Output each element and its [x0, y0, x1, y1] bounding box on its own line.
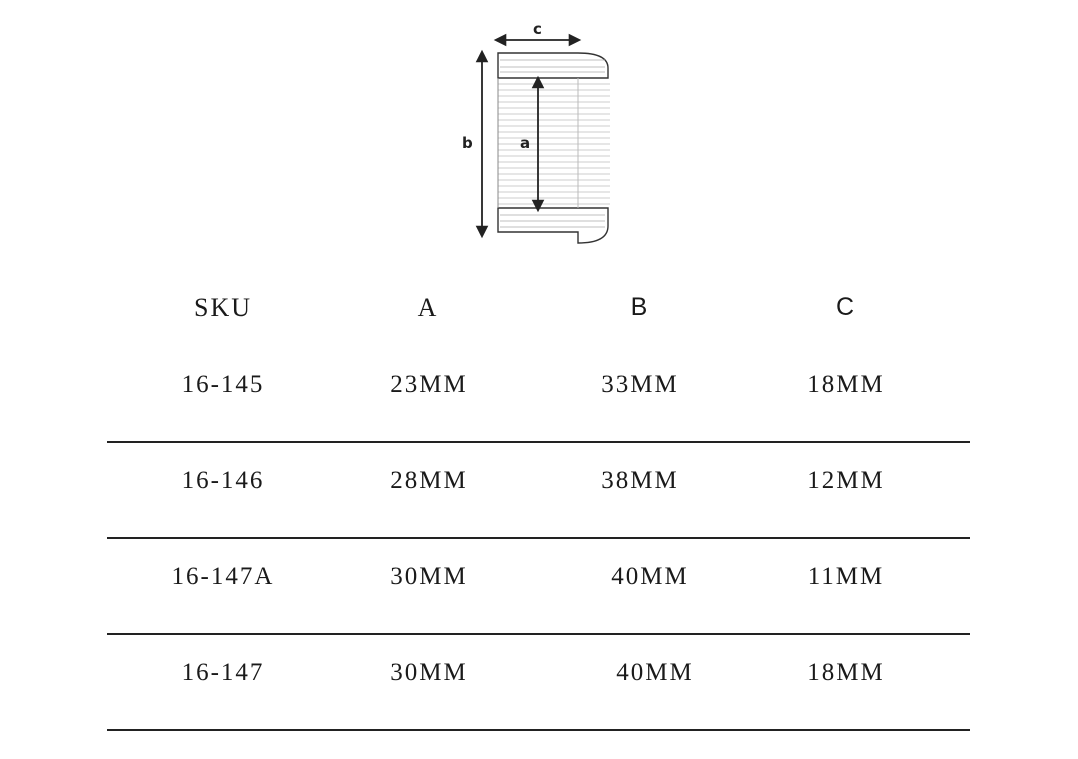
- cell-sku: 16-147A: [171, 563, 275, 590]
- cell-c: 11MM: [807, 563, 885, 590]
- cell-a: 23MM: [390, 371, 468, 398]
- header-b: B: [630, 293, 650, 321]
- table-row: [107, 443, 970, 539]
- cell-b: 33MM: [601, 371, 679, 398]
- label-b: b: [462, 134, 473, 152]
- cell-sku: 16-146: [181, 467, 265, 494]
- cell-a: 28MM: [390, 467, 468, 494]
- table-row: [107, 635, 970, 731]
- table-row: [107, 539, 970, 635]
- cell-sku: 16-145: [181, 371, 265, 398]
- cell-a: 30MM: [390, 659, 468, 686]
- cell-c: 18MM: [807, 659, 885, 686]
- cell-a: 30MM: [390, 563, 468, 590]
- cell-sku: 16-147: [181, 659, 265, 686]
- table-row: [107, 347, 970, 443]
- part-body: [498, 84, 610, 204]
- header-c: C: [835, 293, 857, 321]
- header-sku: SKU: [193, 293, 252, 322]
- header-a: A: [417, 293, 439, 322]
- cell-b: 40MM: [611, 563, 689, 590]
- label-a: a: [520, 134, 531, 152]
- label-c: c: [533, 20, 542, 38]
- cell-c: 12MM: [807, 467, 885, 494]
- cell-c: 18MM: [807, 371, 885, 398]
- cell-b: 38MM: [601, 467, 679, 494]
- cell-b: 40MM: [616, 659, 694, 686]
- dimension-diagram: [440, 10, 640, 250]
